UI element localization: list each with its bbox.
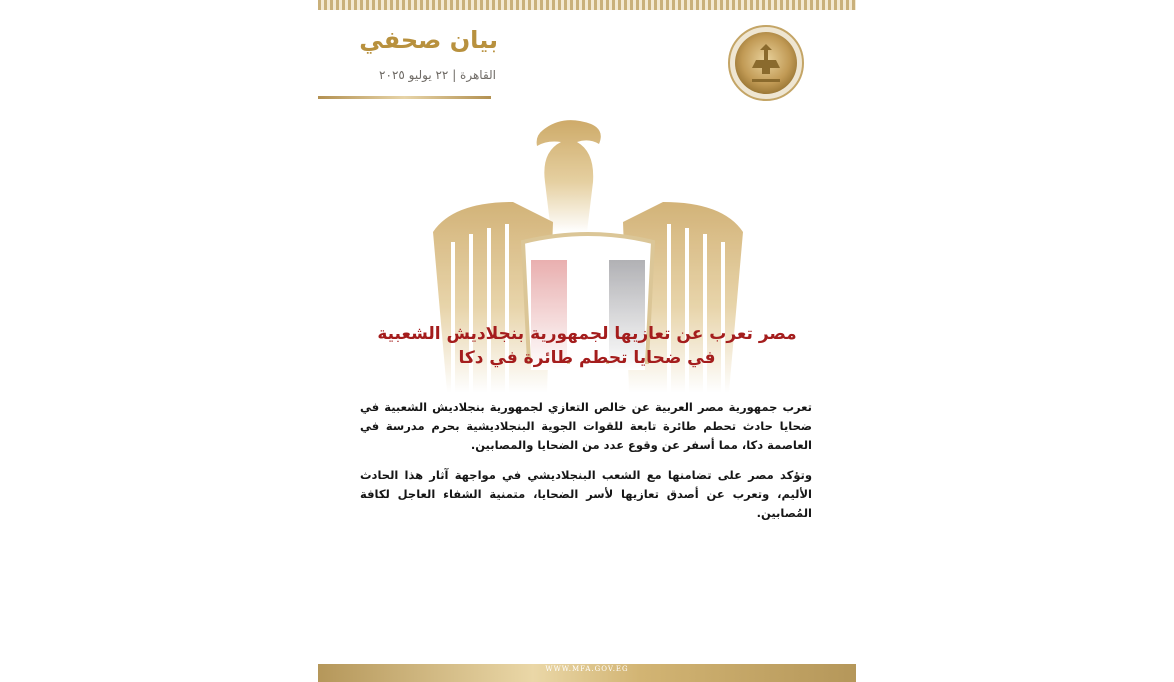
- page-title: بيان صحفي: [359, 26, 498, 54]
- title-divider: [318, 96, 491, 99]
- press-release-page: [318, 0, 856, 682]
- dateline: القاهرة | ٢٢ يوليو ٢٠٢٥: [379, 68, 496, 82]
- top-decorative-band: [318, 0, 856, 10]
- headline-line-2: في ضحايا تحطم طائرة في دكا: [458, 348, 716, 368]
- headline-line-1: مصر تعرب عن تعازيها لجمهورية بنجلاديش الشعبية: [377, 324, 797, 344]
- ministry-seal-icon: [722, 24, 810, 102]
- body-paragraph-1: تعرب جمهورية مصر العربية عن خالص التعازي لجمهورية بنجلاديش الشعبية في ضحايا حادث تحطم طائرة تابعة للقوات الجوية البنجلاديشية بحرم مدرسة في العاصمة دكا، مما أسفر عن وقوع عدد من الضحايا والمصابين.: [360, 400, 812, 452]
- headline: [358, 322, 816, 370]
- website-link[interactable]: WWW.MFA.GOV.EG: [545, 665, 629, 673]
- body-paragraph-2: وتؤكد مصر على تضامنها مع الشعب البنجلاديشي في مواجهة آثار هذا الحادث الأليم، وتعرب عن أصدق تعازيها لأسر الضحايا، متمنية الشفاء العاجل لكافة المُصابين.: [360, 468, 812, 520]
